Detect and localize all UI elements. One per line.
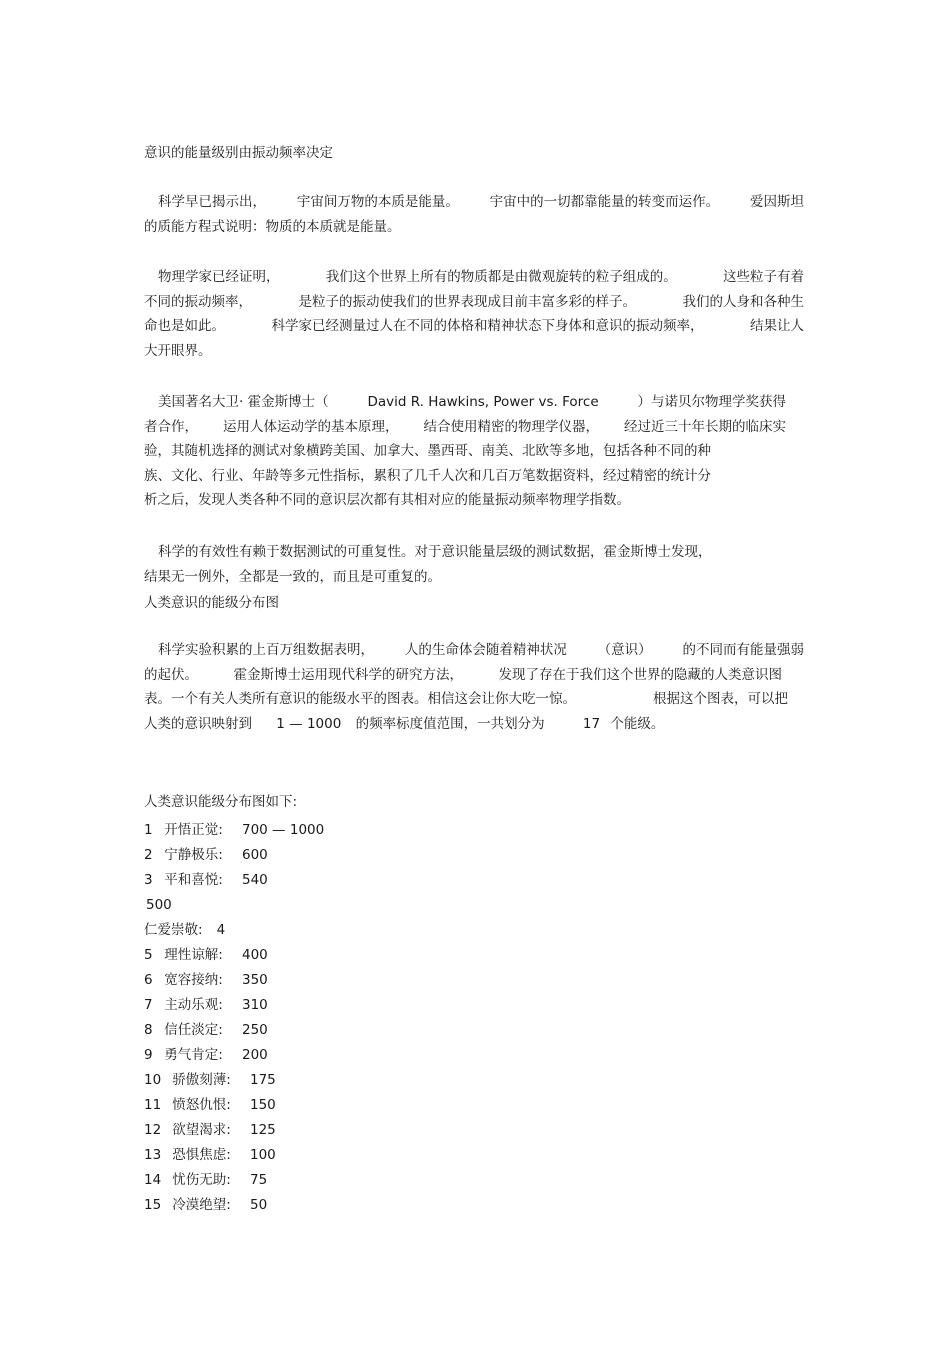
- book-reference: David R. Hawkins, Power vs. Force: [367, 394, 599, 410]
- section-subtitle: 人类意识的能级分布图: [144, 595, 279, 611]
- list-item: [144, 868, 544, 893]
- document-page: [144, 0, 804, 1345]
- level-value: 50: [250, 1197, 268, 1213]
- list-item: [144, 1168, 544, 1193]
- paragraph-line: [144, 712, 804, 737]
- text-segment: 析之后，发现人类各种不同的意识层次都有其相对应的能量振动频率物理学指数。: [144, 492, 630, 508]
- level-name: 开悟正觉:: [164, 822, 223, 838]
- level-number: 11: [144, 1097, 162, 1113]
- paragraph-line: [144, 540, 804, 565]
- text-segment: 是粒子的振动使我们的世界表现成目前丰富多彩的样子。: [298, 293, 636, 310]
- level-value: 200: [242, 1047, 268, 1063]
- level-name: 忧伤无助:: [172, 1172, 231, 1188]
- level-number: 12: [144, 1122, 162, 1138]
- paragraph-line: [144, 314, 804, 339]
- text-segment: 不同的振动频率，: [144, 293, 252, 310]
- list-item: [144, 943, 544, 968]
- level-value: 100: [250, 1147, 276, 1163]
- list-item: [144, 918, 544, 943]
- level-name: 主动乐观:: [164, 997, 223, 1013]
- text-segment: 根据这个图表，可以把: [653, 691, 788, 707]
- text-segment: 科学早已揭示出，: [158, 194, 266, 210]
- level-name: 愤怒仇恨:: [172, 1097, 231, 1113]
- text-segment: 结合使用精密的物理学仪器，: [423, 418, 599, 435]
- paragraph-line: [144, 215, 804, 240]
- list-item: [144, 993, 544, 1018]
- level-number: 8: [144, 1022, 153, 1038]
- text-segment: 物理学家已经证明，: [158, 269, 280, 285]
- level-number: 7: [144, 997, 153, 1013]
- level-number: 10: [144, 1072, 162, 1088]
- paragraph-line: [144, 290, 804, 315]
- paragraph-line: [144, 488, 804, 513]
- text-segment: 验，其随机选择的测试对象横跨美国、加拿大、墨西哥、南美、北欧等多地，包括各种不同的种: [144, 443, 711, 459]
- level-name: 勇气肯定:: [164, 1047, 223, 1063]
- list-item: [144, 1043, 544, 1068]
- text-segment: 人的生命体会随着精神状况: [404, 642, 567, 658]
- level-value: 250: [242, 1022, 268, 1038]
- text-segment: 科学实验积累的上百万组数据表明，: [158, 642, 374, 658]
- paragraph-energy-essence: [144, 190, 804, 239]
- text-segment: 的频率标度值范围，一共划分为: [355, 715, 545, 732]
- list-item: [144, 818, 544, 843]
- level-name: 欲望渴求:: [172, 1122, 231, 1138]
- level-name: 仁爱崇敬:: [144, 922, 203, 938]
- level-number: 15: [144, 1197, 162, 1213]
- list-item: [144, 893, 544, 918]
- list-item: [144, 1018, 544, 1043]
- list-item: [144, 1118, 544, 1143]
- level-name: 信任淡定:: [164, 1022, 223, 1038]
- level-name: 平和喜悦:: [164, 872, 223, 888]
- paragraph-line: [144, 663, 804, 688]
- paragraph-line: [144, 339, 804, 364]
- text-segment: 爱因斯坦: [749, 194, 804, 210]
- level-number: 13: [144, 1147, 162, 1163]
- text-segment: 宇宙间万物的本质是能量。: [296, 194, 459, 210]
- level-name: 骄傲刻薄:: [172, 1072, 231, 1088]
- list-heading: 人类意识能级分布图如下:: [144, 794, 298, 810]
- paragraph-line: [144, 390, 804, 415]
- level-number: 5: [144, 947, 153, 963]
- list-item: [144, 968, 544, 993]
- text-segment: 表。一个有关人类所有意识的能级水平的图表。相信这会让你大吃一惊。: [144, 691, 576, 707]
- level-value: 175: [250, 1072, 276, 1088]
- level-number: 1: [144, 822, 153, 838]
- level-name: 理性谅解:: [164, 947, 223, 963]
- text-segment: 的不同而有能量强弱: [682, 642, 804, 658]
- paragraph-line: [144, 687, 804, 712]
- level-number: 9: [144, 1047, 153, 1063]
- paragraph-line: [144, 638, 804, 663]
- text-segment: 宇宙中的一切都靠能量的转变而运作。: [489, 194, 720, 210]
- level-number: 4: [216, 922, 226, 938]
- level-value: 350: [242, 972, 268, 988]
- paragraph-line: [144, 415, 804, 440]
- text-segment: 结果无一例外，全都是一致的，而且是可重复的。: [144, 568, 441, 585]
- level-value: 500: [146, 897, 172, 913]
- paragraph-line: [144, 565, 804, 590]
- level-value: 150: [250, 1097, 276, 1113]
- text-segment: 结果让人: [750, 318, 804, 334]
- text-segment: 经过近三十年长期的临床实: [624, 418, 786, 435]
- level-name: 宁静极乐:: [164, 847, 223, 863]
- text-segment: 科学的有效性有赖于数据测试的可重复性。对于意识能量层级的测试数据，霍金斯博士发现，: [158, 544, 712, 560]
- level-number: 6: [144, 972, 153, 988]
- text-segment: 美国著名大卫· 霍金斯博士（: [158, 394, 329, 410]
- list-item: [144, 1093, 544, 1118]
- text-segment: 霍金斯博士运用现代科学的研究方法，: [233, 666, 463, 683]
- level-number: 2: [144, 847, 153, 863]
- level-value: 540: [242, 872, 268, 888]
- text-segment: 我们这个世界上所有的物质都是由微观旋转的粒子组成的。: [325, 269, 677, 285]
- level-value: 700 — 1000: [242, 822, 325, 838]
- text-segment: 的质能方程式说明：物质的本质就是能量。: [144, 218, 401, 235]
- level-value: 400: [242, 947, 268, 963]
- frequency-range: 1 — 1000: [276, 715, 342, 732]
- text-segment: 命也是如此。: [144, 318, 225, 334]
- text-segment: 科学家已经测量过人在不同的体格和精神状态下身体和意识的振动频率，: [271, 318, 704, 334]
- level-number: 14: [144, 1172, 162, 1188]
- level-name: 宽容接纳:: [164, 972, 223, 988]
- paragraph-line: [144, 190, 804, 215]
- text-segment: 发现了存在于我们这个世界的隐藏的人类意识图: [498, 666, 782, 683]
- level-count: 17: [582, 715, 601, 732]
- level-value: 75: [250, 1172, 268, 1188]
- text-segment: 运用人体运动学的基本原理，: [223, 418, 399, 435]
- list-item: [144, 843, 544, 868]
- text-segment: （意识）: [597, 642, 652, 658]
- document-title: 意识的能量级别由振动频率决定: [144, 145, 333, 161]
- paragraph-line: [144, 439, 804, 464]
- level-number: 3: [144, 872, 153, 888]
- text-segment: 人类的意识映射到: [144, 715, 252, 732]
- text-segment: 我们的人身和各种生: [682, 293, 804, 310]
- list-item: [144, 1193, 544, 1218]
- paragraph-line: [144, 265, 804, 290]
- level-value: 310: [242, 997, 268, 1013]
- list-item: [144, 1068, 544, 1093]
- text-segment: 族、文化、行业、年龄等多元性指标，累积了几千人次和几百万笔数据资料，经过精密的统计分: [144, 467, 711, 484]
- level-name: 冷漠绝望:: [172, 1197, 231, 1213]
- paragraph-energy-map: [144, 638, 804, 736]
- text-segment: 者合作，: [144, 418, 198, 435]
- level-value: 600: [242, 847, 268, 863]
- level-name: 恐惧焦虑:: [172, 1147, 231, 1163]
- paragraph-line: [144, 464, 804, 489]
- text-segment: 的起伏。: [144, 666, 198, 683]
- text-segment: 个能级。: [610, 715, 665, 732]
- paragraph-vibration-frequency: [144, 265, 804, 363]
- paragraph-repeatability: [144, 540, 804, 589]
- text-segment: ）与诺贝尔物理学奖获得: [637, 394, 786, 410]
- paragraph-hawkins-research: [144, 390, 804, 513]
- level-value: 125: [250, 1122, 276, 1138]
- text-segment: 这些粒子有着: [723, 269, 804, 285]
- consciousness-levels-list: [144, 818, 544, 1218]
- list-item: [144, 1143, 544, 1168]
- text-segment: 大开眼界。: [144, 342, 212, 359]
